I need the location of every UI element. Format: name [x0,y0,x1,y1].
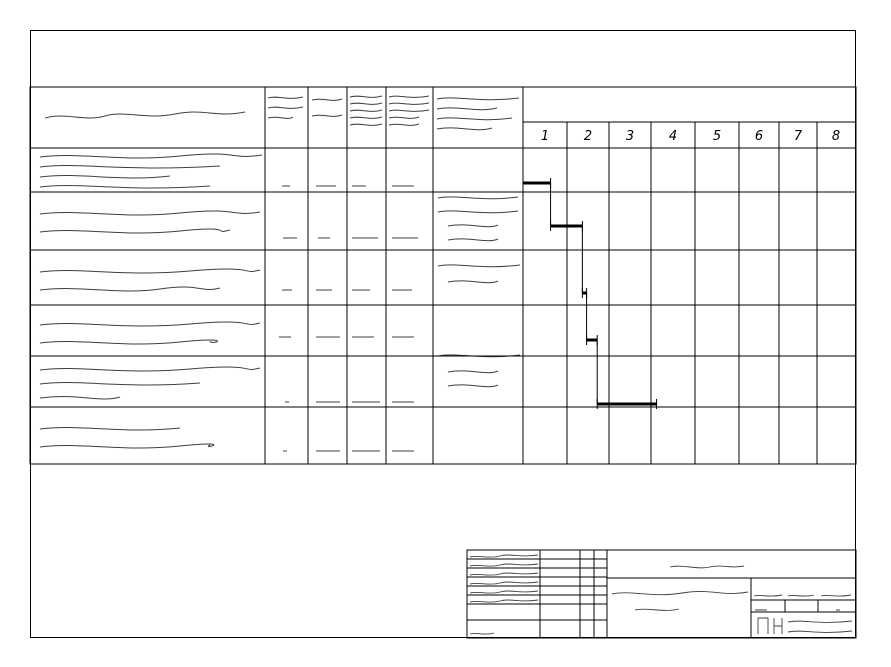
hour-label: 6 [754,129,764,144]
hour-label: 3 [625,129,635,144]
hour-label: 5 [712,129,722,144]
hour-label: 8 [831,129,841,144]
title-block-lines [467,550,856,638]
hour-label: 2 [583,129,593,144]
hour-label: 1 [540,129,550,144]
hour-label: 4 [668,129,678,144]
hour-label: 7 [793,129,803,144]
